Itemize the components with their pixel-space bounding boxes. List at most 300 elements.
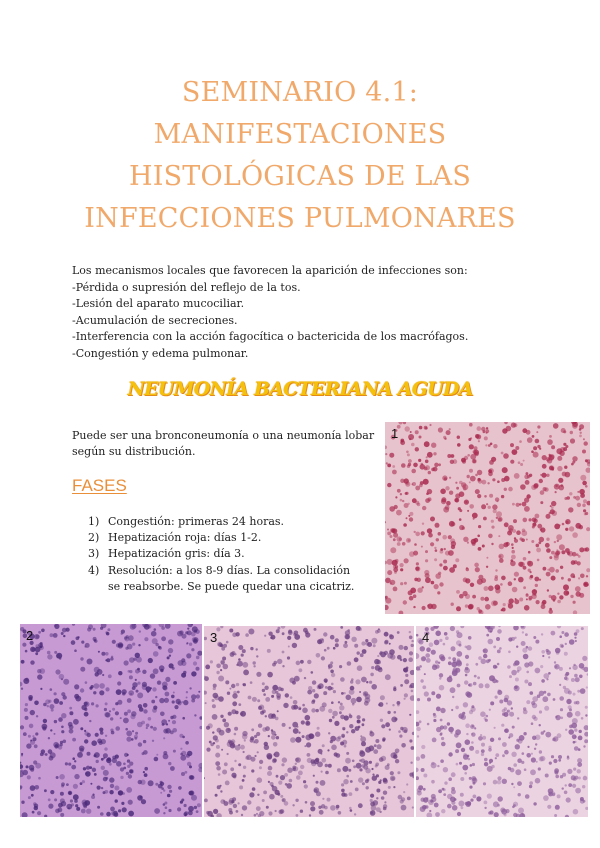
cell-nucleus [473, 459, 477, 463]
cell-nucleus [155, 696, 157, 698]
cell-nucleus [257, 699, 260, 702]
cell-nucleus [60, 741, 63, 744]
cell-nucleus [241, 814, 243, 816]
cell-nucleus [349, 807, 352, 810]
cell-nucleus [549, 455, 552, 458]
cell-nucleus [467, 542, 469, 544]
cell-nucleus [424, 691, 429, 696]
phase-number: 3) [88, 547, 100, 561]
cell-nucleus [248, 696, 252, 700]
cell-nucleus [429, 424, 431, 426]
cell-nucleus [371, 666, 374, 669]
cell-nucleus [156, 754, 158, 756]
cell-nucleus [143, 771, 145, 773]
cell-nucleus [539, 579, 541, 581]
cell-nucleus [50, 790, 54, 794]
cell-nucleus [172, 700, 175, 703]
cell-nucleus [578, 748, 581, 751]
cell-nucleus [557, 794, 561, 798]
cell-nucleus [295, 763, 297, 765]
cell-nucleus [125, 647, 128, 650]
cell-nucleus [217, 785, 221, 789]
cell-nucleus [137, 682, 140, 685]
cell-nucleus [469, 786, 472, 789]
cell-nucleus [521, 641, 526, 646]
cell-nucleus [426, 658, 431, 663]
cell-nucleus [355, 788, 359, 792]
cell-nucleus [496, 517, 498, 519]
cell-nucleus [557, 456, 562, 461]
cell-nucleus [579, 675, 583, 679]
cell-nucleus [54, 698, 60, 704]
cell-nucleus [471, 741, 474, 744]
cell-nucleus [395, 496, 397, 498]
cell-nucleus [150, 687, 152, 689]
cell-nucleus [218, 773, 221, 776]
cell-nucleus [206, 811, 209, 814]
cell-nucleus [317, 761, 323, 767]
cell-nucleus [243, 670, 249, 676]
phase-item [88, 546, 388, 562]
cell-nucleus [510, 443, 514, 447]
cell-nucleus [469, 469, 473, 473]
cell-nucleus [475, 663, 478, 666]
cell-nucleus [349, 724, 353, 728]
cell-nucleus [150, 726, 153, 729]
cell-nucleus [25, 703, 28, 706]
cell-nucleus [481, 743, 485, 747]
cell-nucleus [190, 775, 195, 780]
cell-nucleus [528, 646, 532, 650]
cell-nucleus [381, 724, 385, 728]
cell-nucleus [501, 576, 506, 581]
cell-nucleus [445, 636, 449, 640]
phase-number: 2) [88, 531, 100, 545]
cell-nucleus [167, 785, 171, 789]
cell-nucleus [220, 715, 223, 718]
cell-nucleus [478, 440, 480, 442]
cell-nucleus [99, 690, 104, 695]
cell-nucleus [580, 574, 585, 579]
cell-nucleus [380, 652, 386, 658]
cell-nucleus [345, 634, 351, 640]
cell-nucleus [204, 799, 208, 803]
cell-nucleus [380, 695, 385, 700]
cell-nucleus [535, 584, 538, 587]
cell-nucleus [444, 438, 446, 440]
cell-nucleus [558, 755, 562, 759]
cell-nucleus [293, 705, 298, 710]
cell-nucleus [533, 636, 536, 639]
cell-nucleus [187, 751, 192, 756]
cell-nucleus [566, 797, 571, 802]
cell-nucleus [315, 758, 319, 762]
cell-nucleus [445, 486, 449, 490]
cell-nucleus [459, 491, 465, 497]
cell-nucleus [223, 644, 227, 648]
cell-nucleus [321, 771, 323, 773]
cell-nucleus [502, 713, 505, 716]
cell-nucleus [234, 733, 237, 736]
cell-nucleus [509, 712, 514, 717]
cell-nucleus [451, 603, 454, 606]
cell-nucleus [551, 631, 556, 636]
cell-nucleus [535, 439, 540, 444]
cell-nucleus [194, 714, 196, 716]
cell-nucleus [516, 530, 521, 535]
cell-nucleus [212, 731, 214, 733]
cell-nucleus [456, 487, 459, 490]
cell-nucleus [115, 702, 118, 705]
cell-nucleus [26, 765, 29, 768]
cell-nucleus [305, 734, 311, 740]
cell-nucleus [564, 791, 568, 795]
cell-nucleus [515, 744, 520, 749]
cell-nucleus [274, 734, 276, 736]
cell-nucleus [334, 721, 339, 726]
cell-nucleus [341, 792, 345, 796]
cell-nucleus [519, 598, 523, 602]
cell-nucleus [523, 710, 528, 715]
cell-nucleus [339, 705, 344, 710]
cell-nucleus [464, 772, 467, 775]
cell-nucleus [468, 758, 471, 761]
cell-nucleus [497, 663, 500, 666]
cell-nucleus [264, 742, 268, 746]
cell-nucleus [433, 713, 436, 716]
intro-line: -Acumulación de secreciones. [72, 313, 238, 327]
cell-nucleus [418, 785, 423, 790]
cell-nucleus [498, 517, 503, 522]
cell-nucleus [442, 535, 447, 540]
cell-nucleus [193, 661, 197, 665]
cell-nucleus [63, 679, 69, 685]
cell-nucleus [227, 692, 230, 695]
cell-nucleus [303, 780, 306, 783]
cell-nucleus [554, 541, 556, 543]
cell-nucleus [359, 751, 365, 757]
cell-nucleus [370, 802, 375, 807]
cell-nucleus [377, 744, 382, 749]
cell-nucleus [415, 566, 420, 571]
cell-nucleus [37, 674, 42, 679]
cell-nucleus [336, 807, 339, 810]
cell-nucleus [262, 682, 265, 685]
cell-nucleus [495, 569, 497, 571]
cell-nucleus [527, 746, 529, 748]
cell-nucleus [101, 787, 103, 789]
cell-nucleus [192, 626, 198, 632]
cell-nucleus [135, 679, 137, 681]
cell-nucleus [470, 437, 472, 439]
cell-nucleus [420, 464, 426, 470]
cell-nucleus [189, 643, 192, 646]
cell-nucleus [163, 729, 168, 734]
cell-nucleus [217, 728, 222, 733]
cell-nucleus [29, 724, 34, 729]
cell-nucleus [282, 665, 284, 667]
cell-nucleus [456, 742, 462, 748]
cell-nucleus [393, 538, 396, 541]
cell-nucleus [280, 795, 283, 798]
cell-nucleus [495, 696, 498, 699]
cell-nucleus [126, 772, 129, 775]
cell-nucleus [478, 736, 483, 741]
cell-nucleus [553, 599, 556, 602]
cell-nucleus [232, 693, 237, 698]
cell-nucleus [546, 572, 551, 577]
cell-nucleus [244, 739, 246, 741]
cell-nucleus [151, 631, 157, 637]
cell-nucleus [419, 484, 423, 488]
cell-nucleus [429, 810, 431, 812]
cell-nucleus [555, 775, 559, 779]
cell-nucleus [213, 684, 217, 688]
cell-nucleus [276, 736, 279, 739]
cell-nucleus [425, 550, 428, 553]
cell-nucleus [139, 670, 141, 672]
cell-nucleus [473, 795, 477, 799]
cell-nucleus [567, 769, 572, 774]
cell-nucleus [526, 594, 529, 597]
cell-nucleus [380, 779, 382, 781]
cell-nucleus [356, 763, 362, 769]
cell-nucleus [389, 506, 395, 512]
cell-nucleus [516, 503, 520, 507]
cell-nucleus [231, 800, 234, 803]
cell-nucleus [582, 656, 587, 661]
cell-nucleus [380, 719, 383, 722]
cell-nucleus [572, 456, 577, 461]
cell-nucleus [532, 435, 535, 438]
cell-nucleus [256, 732, 260, 736]
cell-nucleus [58, 803, 63, 808]
cell-nucleus [524, 605, 530, 611]
cell-nucleus [41, 629, 45, 633]
cell-nucleus [215, 739, 219, 743]
cell-nucleus [72, 738, 76, 742]
cell-nucleus [462, 765, 468, 771]
cell-nucleus [273, 742, 278, 747]
cell-nucleus [551, 501, 556, 506]
cell-nucleus [132, 730, 134, 732]
cell-nucleus [438, 532, 442, 536]
cell-nucleus [536, 431, 538, 433]
cell-nucleus [115, 711, 119, 715]
cell-nucleus [328, 665, 330, 667]
cell-nucleus [563, 430, 566, 433]
cell-nucleus [409, 596, 414, 601]
cell-nucleus [338, 701, 340, 703]
cell-nucleus [344, 745, 347, 748]
cell-nucleus [304, 677, 306, 679]
cell-nucleus [267, 672, 273, 678]
cell-nucleus [234, 727, 238, 731]
cell-nucleus [484, 597, 489, 602]
cell-nucleus [527, 437, 533, 443]
cell-nucleus [222, 657, 226, 661]
cell-nucleus [84, 730, 86, 732]
cell-nucleus [434, 463, 438, 467]
cell-nucleus [176, 699, 181, 704]
cell-nucleus [127, 765, 130, 768]
cell-nucleus [574, 560, 578, 564]
title-line: HISTOLÓGICAS DE LAS [128, 161, 472, 192]
cell-nucleus [141, 799, 146, 804]
cell-nucleus [237, 691, 240, 694]
cell-nucleus [292, 804, 294, 806]
cell-nucleus [512, 726, 515, 729]
cell-nucleus [522, 752, 525, 755]
cell-nucleus [438, 463, 441, 466]
cell-nucleus [526, 753, 531, 758]
cell-nucleus [551, 755, 554, 758]
cell-nucleus [355, 726, 360, 731]
cell-nucleus [417, 588, 422, 593]
cell-nucleus [435, 549, 438, 552]
cell-nucleus [75, 696, 81, 702]
cell-nucleus [389, 649, 395, 655]
cell-nucleus [34, 701, 39, 706]
cell-nucleus [120, 776, 123, 779]
cell-nucleus [120, 767, 124, 771]
cell-nucleus [187, 642, 189, 644]
cell-nucleus [425, 427, 428, 430]
cell-nucleus [425, 577, 431, 583]
cell-nucleus [170, 766, 175, 771]
cell-nucleus [512, 587, 518, 593]
cell-nucleus [153, 651, 159, 657]
cell-nucleus [51, 709, 54, 712]
cell-nucleus [431, 581, 435, 585]
cell-nucleus [302, 708, 308, 714]
cell-nucleus [298, 732, 300, 734]
cell-nucleus [414, 543, 417, 546]
cell-nucleus [215, 753, 220, 758]
cell-nucleus [539, 448, 541, 450]
cell-nucleus [533, 802, 536, 805]
cell-nucleus [453, 660, 456, 663]
cell-nucleus [94, 773, 97, 776]
cell-nucleus [455, 558, 459, 562]
cell-nucleus [555, 805, 560, 810]
cell-nucleus [74, 760, 76, 762]
cell-nucleus [69, 725, 74, 730]
cell-nucleus [172, 720, 176, 724]
cell-nucleus [245, 633, 249, 637]
cell-nucleus [89, 766, 92, 769]
cell-nucleus [53, 633, 58, 638]
cell-nucleus [470, 454, 476, 460]
cell-nucleus [282, 723, 286, 727]
cell-nucleus [427, 723, 430, 726]
cell-nucleus [159, 665, 165, 671]
cell-nucleus [556, 549, 558, 551]
cell-nucleus [70, 799, 73, 802]
cell-nucleus [460, 777, 464, 781]
cell-nucleus [20, 627, 24, 631]
cell-nucleus [444, 548, 446, 550]
cell-nucleus [526, 700, 530, 704]
cell-nucleus [463, 702, 468, 707]
cell-nucleus [490, 630, 492, 632]
cell-nucleus [503, 453, 509, 459]
cell-nucleus [482, 545, 485, 548]
cell-nucleus [80, 688, 84, 692]
cell-nucleus [582, 481, 587, 486]
cell-nucleus [459, 762, 462, 765]
cell-nucleus [549, 762, 552, 765]
cell-nucleus [485, 444, 487, 446]
cell-nucleus [247, 800, 251, 804]
cell-nucleus [566, 699, 571, 704]
cell-nucleus [477, 607, 480, 610]
cell-nucleus [518, 461, 521, 464]
cell-nucleus [359, 691, 361, 693]
cell-nucleus [493, 444, 497, 448]
cell-nucleus [66, 783, 69, 786]
cell-nucleus [520, 484, 526, 490]
cell-nucleus [151, 700, 155, 704]
cell-nucleus [122, 807, 127, 812]
cell-nucleus [535, 743, 537, 745]
cell-nucleus [341, 692, 344, 695]
cell-nucleus [212, 699, 215, 702]
cell-nucleus [366, 786, 369, 789]
cell-nucleus [268, 735, 270, 737]
cell-nucleus [544, 706, 549, 711]
phase-text: Congestión: primeras 24 horas. [108, 515, 285, 528]
cell-nucleus [238, 658, 241, 661]
cell-nucleus [80, 727, 83, 730]
fases-heading: FASES [72, 476, 127, 495]
cell-nucleus [401, 743, 406, 748]
cell-nucleus [265, 715, 267, 717]
cell-nucleus [77, 636, 79, 638]
cell-nucleus [222, 719, 226, 723]
cell-nucleus [292, 766, 296, 770]
cell-nucleus [85, 771, 91, 777]
cell-nucleus [490, 701, 494, 705]
cell-nucleus [585, 485, 588, 488]
cell-nucleus [565, 521, 568, 524]
cell-nucleus [525, 633, 528, 636]
cell-nucleus [79, 746, 85, 752]
cell-nucleus [236, 664, 238, 666]
cell-nucleus [546, 474, 549, 477]
cell-nucleus [142, 752, 145, 755]
cell-nucleus [448, 661, 452, 665]
cell-nucleus [96, 760, 99, 763]
cell-nucleus [220, 669, 222, 671]
cell-nucleus [496, 511, 502, 517]
cell-nucleus [225, 680, 229, 684]
cell-nucleus [62, 628, 67, 633]
cell-nucleus [403, 600, 407, 604]
cell-nucleus [196, 810, 199, 813]
cell-nucleus [514, 599, 519, 604]
cell-nucleus [160, 712, 165, 717]
cell-nucleus [448, 777, 452, 781]
cell-nucleus [440, 708, 445, 713]
cell-nucleus [36, 635, 40, 639]
cell-nucleus [273, 685, 278, 690]
cell-nucleus [210, 660, 213, 663]
micrograph-gray-hepatization [204, 626, 414, 817]
cell-nucleus [518, 577, 524, 583]
cell-nucleus [400, 799, 404, 803]
cell-nucleus [517, 717, 519, 719]
